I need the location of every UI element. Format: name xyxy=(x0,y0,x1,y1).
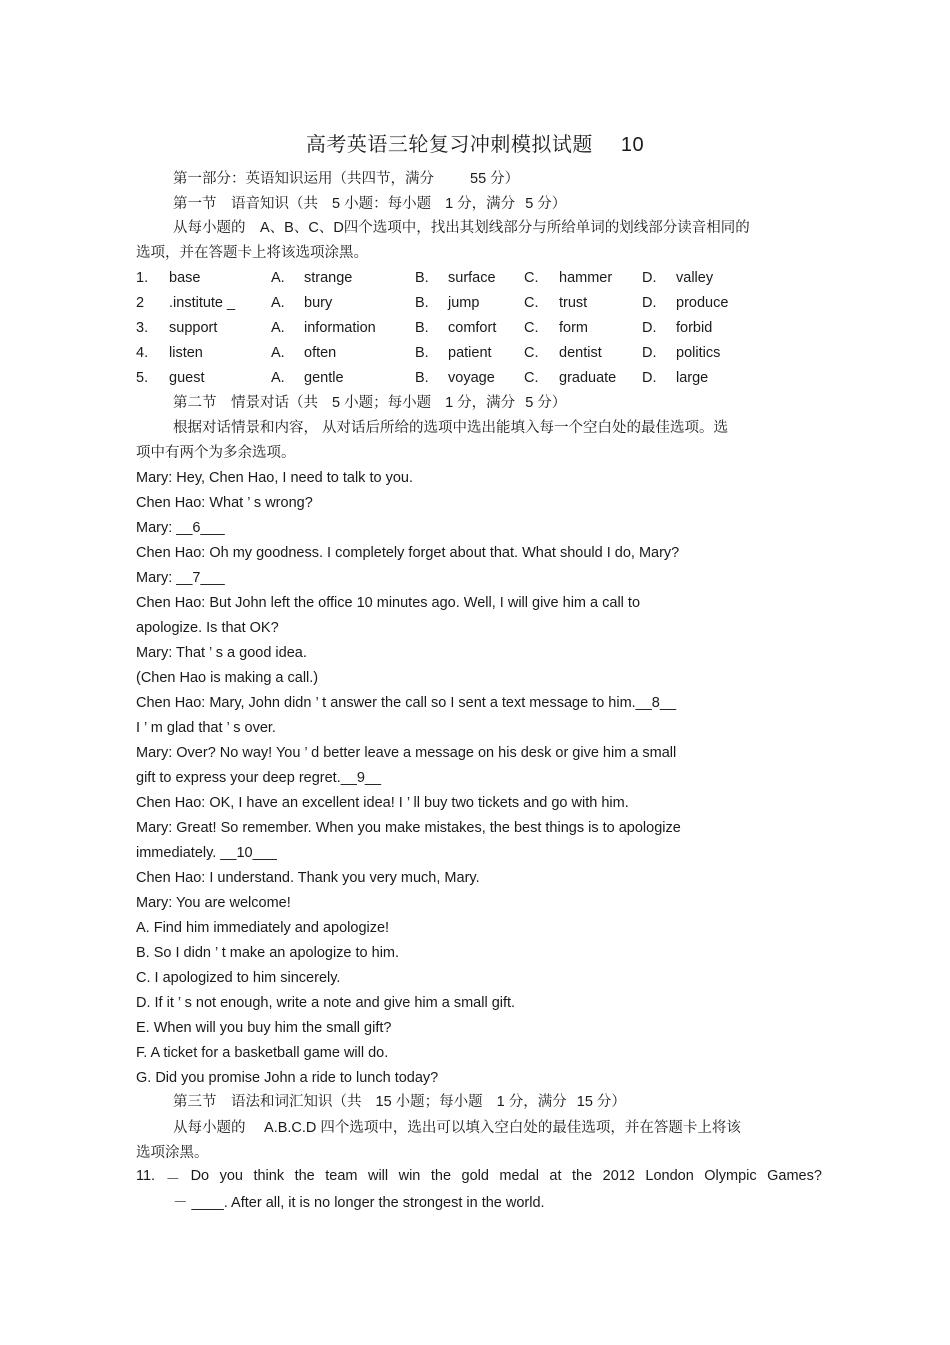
question-c: C. xyxy=(524,270,539,286)
dialogue-line: Chen Hao: Mary, John didn ’ t answer the call so I sent a text message to him.__8__ xyxy=(136,695,677,711)
question-d: D. xyxy=(642,345,657,361)
dialogue-option: G. Did you promise John a ride to lunch today? xyxy=(136,1070,439,1086)
question-word: listen xyxy=(169,345,203,361)
q11-word: － xyxy=(165,1172,181,1188)
question-bw: comfort xyxy=(448,320,497,336)
question-num: 4. xyxy=(136,345,149,361)
q11-word: the xyxy=(571,1168,593,1184)
dialogue-option: B. So I didn ’ t make an apologize to him. xyxy=(136,945,400,961)
q11-word: win xyxy=(398,1168,421,1184)
question-num: 3. xyxy=(136,320,149,336)
page-title xyxy=(0,128,950,157)
section2-instruction-cont: 项中有两个为多余选项。 xyxy=(136,445,296,461)
section2-instruction: 根据对话情景和内容， 从对话后所给的选项中选出能填入每一个空白处的最佳选项。选 xyxy=(173,420,729,436)
q11-word: Do xyxy=(190,1168,210,1184)
question-d: D. xyxy=(642,370,657,386)
dialogue-line: Mary: Great! So remember. When you make mistakes, the best things is to apologize xyxy=(136,820,681,836)
question-word: base xyxy=(169,270,201,286)
section3-instruction-cont: 选项涂黑。 xyxy=(136,1145,209,1161)
question-11-line2: － ____. After all, it is no longer the strongest in the world. xyxy=(173,1195,545,1211)
question-dw: produce xyxy=(676,295,729,311)
q11-word: medal xyxy=(499,1168,539,1184)
question-bw: jump xyxy=(448,295,480,311)
section1-heading: 第一节 语音知识（共 5 小题：每小题 1 分，满分 5 分） xyxy=(173,196,567,212)
question-word: guest xyxy=(169,370,205,386)
dialogue-option: F. A ticket for a basketball game will do. xyxy=(136,1045,389,1061)
question-row xyxy=(136,295,836,315)
question-c: C. xyxy=(524,320,539,336)
question-cw: form xyxy=(559,320,588,336)
question-num: 5. xyxy=(136,370,149,386)
q11-word: London xyxy=(645,1168,694,1184)
question-b: B. xyxy=(415,345,429,361)
question-aw: bury xyxy=(304,295,333,311)
question-d: D. xyxy=(642,320,657,336)
question-bw: voyage xyxy=(448,370,495,386)
dialogue-line: immediately. __10___ xyxy=(136,845,277,861)
question-c: C. xyxy=(524,370,539,386)
question-num: 1. xyxy=(136,270,149,286)
question-b: B. xyxy=(415,370,429,386)
section2-heading: 第二节 情景对话（共 5 小题；每小题 1 分，满分 5 分） xyxy=(173,395,567,411)
question-cw: graduate xyxy=(559,370,617,386)
question-row xyxy=(136,270,836,290)
question-dw: forbid xyxy=(676,320,713,336)
question-a: A. xyxy=(271,295,285,311)
question-b: B. xyxy=(415,295,429,311)
question-row xyxy=(136,370,836,390)
question-aw: often xyxy=(304,345,337,361)
question-word: support xyxy=(169,320,218,336)
q11-word: Games? xyxy=(767,1168,822,1184)
q11-word: Olympic xyxy=(704,1168,757,1184)
q11-word: 11. xyxy=(136,1168,156,1184)
q11-word: the xyxy=(294,1168,315,1184)
question-d: D. xyxy=(642,270,657,286)
title-number: 10 xyxy=(620,134,645,156)
dialogue-line: Mary: You are welcome! xyxy=(136,895,291,911)
question-dw: large xyxy=(676,370,709,386)
dialogue-option: A. Find him immediately and apologize! xyxy=(136,920,390,936)
question-dw: valley xyxy=(676,270,714,286)
question-row xyxy=(136,345,836,365)
dialogue-line: (Chen Hao is making a call.) xyxy=(136,670,319,686)
q11-word: the xyxy=(430,1168,452,1184)
dialogue-line: Chen Hao: What ’ s wrong? xyxy=(136,495,313,511)
question-c: C. xyxy=(524,345,539,361)
dialogue-option: E. When will you buy him the small gift? xyxy=(136,1020,392,1036)
q11-word: think xyxy=(253,1168,285,1184)
dialogue-option: C. I apologized to him sincerely. xyxy=(136,970,341,986)
q11-word: will xyxy=(367,1168,389,1184)
dialogue-line: Chen Hao: OK, I have an excellent idea! I ’ ll buy two tickets and go with him. xyxy=(136,795,629,811)
dialogue-line: apologize. Is that OK? xyxy=(136,620,279,636)
section3-heading: 第三节 语法和词汇知识（共 15 小题；每小题 1 分，满分 15 分） xyxy=(173,1094,626,1110)
q11-word: team xyxy=(325,1168,358,1184)
question-b: B. xyxy=(415,320,429,336)
dialogue-line: Chen Hao: I understand. Thank you very much, Mary. xyxy=(136,870,480,886)
dialogue-line: I ’ m glad that ’ s over. xyxy=(136,720,276,736)
question-cw: hammer xyxy=(559,270,613,286)
dialogue-line: Mary: Over? No way! You ’ d better leave a message on his desk or give him a small xyxy=(136,745,677,761)
question-11 xyxy=(136,1168,822,1189)
dialogue-line: Chen Hao: But John left the office 10 minutes ago. Well, I will give him a call to xyxy=(136,595,641,611)
dialogue-line: Chen Hao: Oh my goodness. I completely forget about that. What should I do, Mary? xyxy=(136,545,680,561)
question-aw: gentle xyxy=(304,370,344,386)
question-c: C. xyxy=(524,295,539,311)
question-b: B. xyxy=(415,270,429,286)
dialogue-option: D. If it ’ s not enough, write a note and give him a small gift. xyxy=(136,995,516,1011)
dialogue-line: Mary: __7___ xyxy=(136,570,225,586)
question-bw: patient xyxy=(448,345,492,361)
section1-instruction: 从每小题的 A、B、C、D四个选项中，找出其划线部分与所给单词的划线部分读音相同的 xyxy=(173,220,750,236)
question-aw: strange xyxy=(304,270,353,286)
question-a: A. xyxy=(271,370,285,386)
dialogue-line: Mary: __6___ xyxy=(136,520,225,536)
q11-word: gold xyxy=(461,1168,489,1184)
question-row xyxy=(136,320,836,340)
title-text: 高考英语三轮复习冲刺模拟试题 xyxy=(305,134,593,156)
question-a: A. xyxy=(271,270,285,286)
dialogue-line: Mary: Hey, Chen Hao, I need to talk to you. xyxy=(136,470,413,486)
q11-word: you xyxy=(219,1168,243,1184)
question-aw: information xyxy=(304,320,376,336)
question-cw: trust xyxy=(559,295,588,311)
part1-heading: 第一部分：英语知识运用（共四节，满分 55 分） xyxy=(173,171,520,187)
question-num: 2 xyxy=(136,295,145,311)
question-dw: politics xyxy=(676,345,721,361)
dialogue-line: gift to express your deep regret.__9__ xyxy=(136,770,382,786)
section1-instruction-cont: 选项，并在答题卡上将该选项涂黑。 xyxy=(136,245,368,261)
question-a: A. xyxy=(271,320,285,336)
section3-instruction: 从每小题的 A.B.C.D 四个选项中，选出可以填入空白处的最佳选项，并在答题卡上将该 xyxy=(173,1120,741,1136)
q11-word: 2012 xyxy=(602,1168,635,1184)
question-bw: surface xyxy=(448,270,496,286)
question-a: A. xyxy=(271,345,285,361)
q11-word: at xyxy=(549,1168,562,1184)
dialogue-line: Mary: That ’ s a good idea. xyxy=(136,645,307,661)
question-d: D. xyxy=(642,295,657,311)
question-word: .institute _ xyxy=(169,295,236,311)
question-cw: dentist xyxy=(559,345,602,361)
